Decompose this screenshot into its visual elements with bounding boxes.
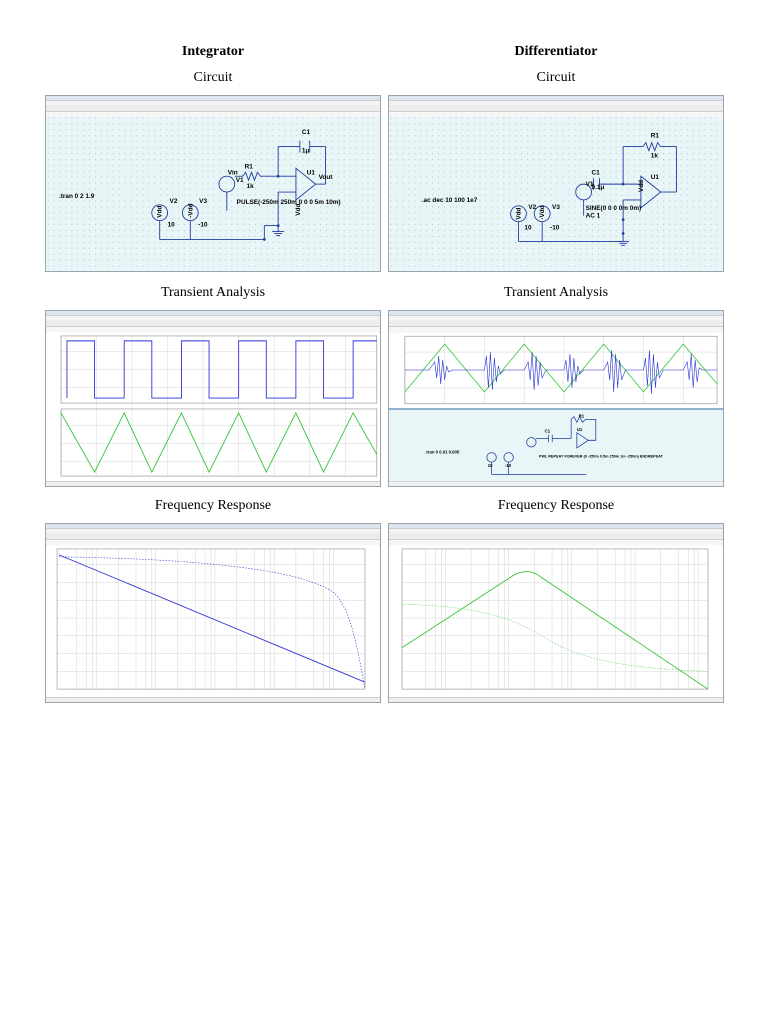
v1-label[interactable]: V1	[585, 181, 594, 189]
differentiator-circuit-window	[388, 95, 724, 272]
waveform-pane[interactable]	[46, 332, 380, 481]
differentiator-circuit-heading: Circuit	[536, 70, 576, 85]
integrator-title: Integrator	[181, 44, 245, 59]
vin-label[interactable]: Vin	[227, 169, 238, 177]
differentiator-freq-heading: Frequency Response	[497, 498, 615, 513]
window-statusbar	[389, 481, 723, 486]
v3-value[interactable]: -10	[550, 224, 560, 232]
differentiator-transient-window	[388, 310, 724, 487]
v3-label[interactable]: V3	[552, 203, 560, 211]
v1-label[interactable]: V1	[235, 177, 244, 185]
v3-label[interactable]: V3	[199, 197, 208, 205]
v2-value[interactable]: 10	[524, 224, 532, 232]
r1-label[interactable]: R1	[650, 132, 659, 140]
window-statusbar	[46, 481, 380, 486]
integrator-transient-plot	[46, 332, 380, 481]
inset-v3-value[interactable]: -10	[504, 462, 511, 468]
ac-directive[interactable]: .ac dec 10 100 1e7	[421, 196, 478, 204]
integrator-freq-window	[45, 523, 381, 703]
differentiator-freq-window	[388, 523, 724, 703]
inset-v2-value[interactable]: 10	[487, 462, 493, 468]
integrator-bode-plot	[46, 545, 380, 697]
inset-pwl-source[interactable]: PWL REPEAT FOREVER (0 -250m 0.5m 250m 1m -250m) ENDREPEAT	[538, 454, 663, 459]
differentiator-bode-plot	[389, 545, 723, 697]
vdd-label[interactable]: Vdd	[294, 203, 302, 216]
ac-source[interactable]: AC 1	[585, 212, 601, 220]
integrator-schematic	[46, 117, 380, 271]
waveform-pane[interactable]	[389, 545, 723, 697]
inset-tran-directive[interactable]: .tran 0 0.01 0.005	[425, 449, 460, 455]
v2-vdd-label[interactable]: Vdd	[515, 207, 523, 220]
integrator-circuit-heading: Circuit	[193, 70, 233, 85]
inset-u1-label[interactable]: U1	[576, 426, 583, 432]
c1-label[interactable]: C1	[591, 169, 600, 177]
schematic-canvas[interactable]	[46, 117, 380, 271]
inset-schematic-pane[interactable]	[389, 408, 723, 482]
differentiator-title: Differentiator	[514, 44, 598, 59]
u1-label[interactable]: U1	[650, 174, 659, 182]
v2-label[interactable]: V2	[169, 197, 178, 205]
v3-neg-vdd-label[interactable]: -Vdd	[187, 203, 195, 218]
differentiator-transient-plot	[389, 332, 723, 408]
tran-directive[interactable]: .tran 0 2 1.9	[59, 192, 95, 200]
r1-value[interactable]: 1k	[650, 152, 658, 160]
v2-value[interactable]: 10	[167, 221, 175, 229]
v3-value[interactable]: -10	[198, 221, 208, 229]
differentiator-inset-schematic	[389, 410, 723, 482]
c1-value[interactable]: 0.1μ	[591, 184, 605, 192]
vdd-label[interactable]: Vdd	[637, 179, 645, 193]
vout-label[interactable]: Vout	[318, 174, 333, 182]
window-toolbar[interactable]	[46, 320, 380, 327]
pulse-source[interactable]: PULSE(-250m 250m 0 0 0 5m 10m)	[236, 198, 341, 206]
window-statusbar	[46, 697, 380, 702]
u1-label[interactable]: U1	[306, 169, 315, 177]
v2-vdd-label[interactable]: Vdd	[156, 205, 164, 218]
v2-label[interactable]: V2	[528, 203, 537, 211]
integrator-transient-window	[45, 310, 381, 487]
integrator-transient-heading: Transient Analysis	[160, 285, 266, 300]
window-toolbar[interactable]	[46, 533, 380, 540]
inset-c1-label[interactable]: C1	[544, 428, 551, 434]
r1-label[interactable]: R1	[244, 163, 253, 171]
window-toolbar[interactable]	[389, 105, 723, 112]
c1-value[interactable]: 1μ	[301, 147, 310, 155]
sine-source[interactable]: SINE(0 0 0 0m 0m)	[585, 204, 642, 212]
integrator-freq-heading: Frequency Response	[154, 498, 272, 513]
waveform-pane[interactable]	[46, 545, 380, 697]
differentiator-transient-heading: Transient Analysis	[503, 285, 609, 300]
inset-r1-label[interactable]: R1	[578, 413, 585, 419]
c1-label[interactable]: C1	[301, 128, 311, 136]
v3-neg-vdd-label[interactable]: -Vdd	[539, 205, 547, 220]
differentiator-schematic	[389, 117, 723, 271]
window-toolbar[interactable]	[46, 105, 380, 112]
window-toolbar[interactable]	[389, 320, 723, 327]
window-toolbar[interactable]	[389, 533, 723, 540]
r1-value[interactable]: 1k	[246, 183, 254, 191]
integrator-circuit-window	[45, 95, 381, 272]
waveform-pane[interactable]	[389, 332, 723, 408]
schematic-canvas[interactable]	[389, 117, 723, 271]
window-statusbar	[389, 697, 723, 702]
